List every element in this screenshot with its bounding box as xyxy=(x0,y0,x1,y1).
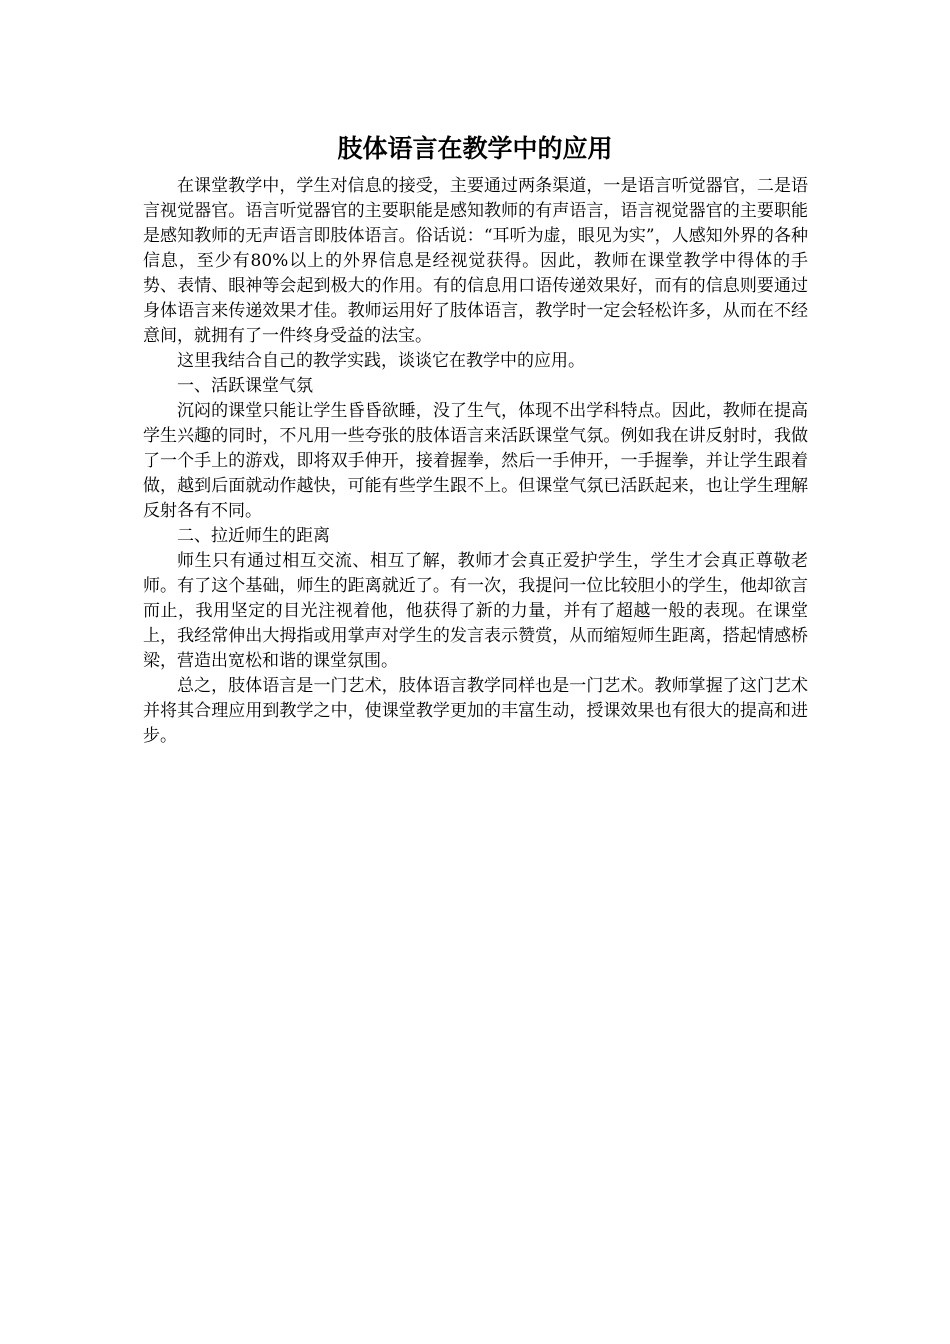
document-title: 肢体语言在教学中的应用 xyxy=(337,134,613,163)
intro-paragraph: 在课堂教学中，学生对信息的接受，主要通过两条渠道，一是语言听觉器官，二是语言视觉器官。语言听觉器官的主要职能是感知教师的有声语言，语言视觉器官的主要职能是感知教师的无声语言即肢体语言。俗话说：“耳听为虚，眼见为实”，人感知外界的各种信息，至少有80%以上的外界信息是经视觉获得。因此，教师在课堂教学中得体的手势、表情、眼神等会起到极大的作用。有的信息用口语传递效果好，而有的信息则要通过身体语言来传递效果才佳。教师运用好了肢体语言，教学时一定会轻松许多，从而在不经意间，就拥有了一件终身受益的法宝。 xyxy=(143,176,808,346)
document-body xyxy=(143,174,808,749)
section-paragraph-1: 沉闷的课堂只能让学生昏昏欲睡，没了生气，体现不出学科特点。因此，教师在提高学生兴趣的同时，不凡用一些夸张的肢体语言来活跃课堂气氛。例如我在讲反射时，我做了一个手上的游戏，即将双手伸开，接着握拳，然后一手伸开，一手握拳，并让学生跟着做，越到后面就动作越快，可能有些学生跟不上。但课堂气氛已活跃起来，也让学生理解反射各有不同。 xyxy=(143,401,808,521)
conclusion-paragraph: 总之，肢体语言是一门艺术，肢体语言教学同样也是一门艺术。教师掌握了这门艺术并将其合理应用到教学之中，使课堂教学更加的丰富生动，授课效果也有很大的提高和进步。 xyxy=(143,676,808,746)
section-heading-2: 二、拉近师生的距离 xyxy=(177,526,330,546)
approach-paragraph: 这里我结合自己的教学实践，谈谈它在教学中的应用。 xyxy=(177,351,585,371)
section-paragraph-2: 师生只有通过相互交流、相互了解，教师才会真正爱护学生，学生才会真正尊敬老师。有了这个基础，师生的距离就近了。有一次，我提问一位比较胆小的学生，他却欲言而止，我用坚定的目光注视着他，他获得了新的力量，并有了超越一般的表现。在课堂上，我经常伸出大拇指或用掌声对学生的发言表示赞赏，从而缩短师生距离，搭起情感桥梁，营造出宽松和谐的课堂氛围。 xyxy=(143,551,808,671)
section-heading-1: 一、活跃课堂气氛 xyxy=(177,376,313,396)
